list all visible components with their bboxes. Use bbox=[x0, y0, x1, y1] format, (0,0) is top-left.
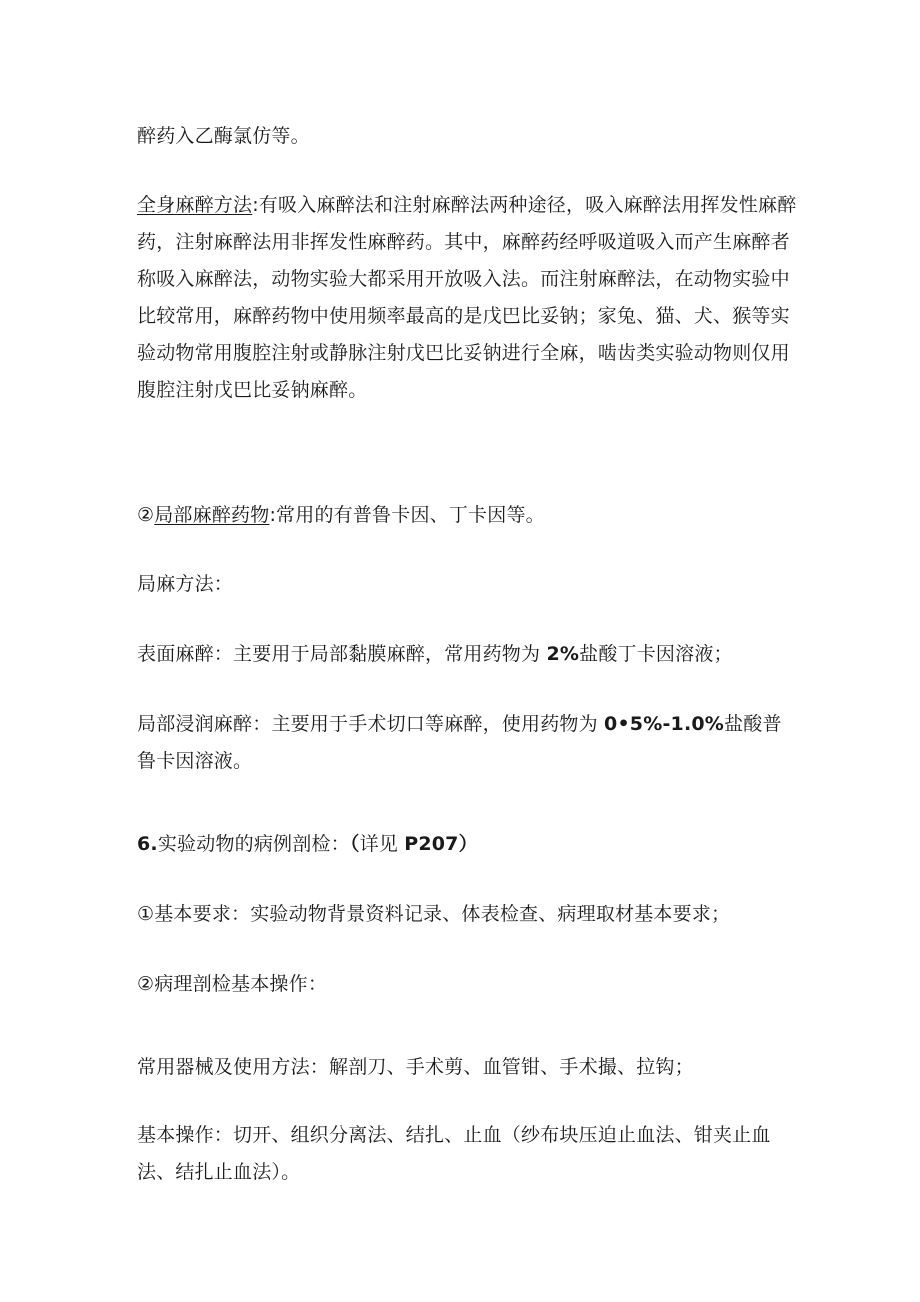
local-anesthetics-label: 局部麻醉药物 bbox=[154, 504, 270, 526]
page-reference: P207） bbox=[404, 833, 478, 855]
paragraph-general-anesthesia bbox=[137, 187, 797, 409]
paragraph-text: ②病理剖检基本操作： bbox=[137, 973, 328, 995]
paragraph-text: :有吸入麻醉法和注射麻醉法两种途径，吸入麻醉法用挥发性麻醉药，注射麻醉法用非挥发性麻醉药。其中，麻醉药经呼吸道吸入而产生麻醉者称吸入麻醉法，动物实验大都采用开放吸入法。而注射麻醉法，在动物实验中比较常用，麻醉药物中使用频率最高的是戊巴比妥钠；家兔、猫、犬、猴等实验动物常用腹腔注射或静脉注射戊巴比妥钠进行全麻，啮齿类实验动物则仅用腹腔注射戊巴比妥钠麻醉。 bbox=[137, 194, 797, 401]
paragraph-instruments bbox=[137, 1049, 797, 1086]
paragraph-text: 醉药入乙酶氯仿等。 bbox=[137, 125, 310, 147]
paragraph-text: 局部浸润麻醉：主要用于手术切口等麻醉，使用药物为 bbox=[137, 713, 605, 735]
paragraph-text: 盐酸丁卡因溶液； bbox=[579, 643, 733, 665]
paragraph-text: ①基本要求：实验动物背景资料记录、体表检查、病理取材基本要求； bbox=[137, 903, 731, 925]
paragraph-text: 常用器械及使用方法：解剖刀、手术剪、血管钳、手术撮、拉钩； bbox=[137, 1056, 694, 1078]
paragraph-basic-requirements bbox=[137, 896, 797, 933]
paren-open: （ bbox=[349, 833, 360, 855]
paragraph-surface-anesthesia bbox=[137, 636, 797, 673]
general-anesthesia-label: 全身麻醉方法 bbox=[137, 194, 253, 216]
paragraph-text: 表面麻醉：主要用于局部黏膜麻醉，常用药物为 bbox=[137, 643, 547, 665]
paragraph-text: 盐酸普鲁卡因溶液。 bbox=[137, 713, 782, 772]
paragraph-text: 局麻方法： bbox=[137, 573, 234, 595]
paragraph-text: 基本操作：切开、组织分离法、结扎、止血（纱布块压迫止血法、钳夹止血法、结扎止血法）。 bbox=[137, 1124, 771, 1183]
paragraph-local-methods-heading bbox=[137, 566, 797, 603]
paragraph-basic-operations-heading bbox=[137, 966, 797, 1003]
paragraph-text: :常用的有普鲁卡因、丁卡因等。 bbox=[269, 504, 545, 526]
concentration-value: 2% bbox=[546, 643, 580, 665]
paragraph-local-anesthetics bbox=[137, 497, 797, 534]
paragraph-basic-operations bbox=[137, 1117, 797, 1191]
paragraph-anesthetic-continued bbox=[137, 118, 797, 155]
section-title: 实验动物的病例剖检： bbox=[157, 833, 350, 855]
section-number: 6. bbox=[137, 833, 158, 855]
list-marker: ② bbox=[137, 504, 155, 526]
concentration-value: 0•5%-1.0% bbox=[604, 713, 725, 735]
section-heading-necropsy bbox=[137, 826, 797, 863]
reference-text: 详见 bbox=[359, 833, 405, 855]
paragraph-infiltration-anesthesia bbox=[137, 706, 797, 780]
